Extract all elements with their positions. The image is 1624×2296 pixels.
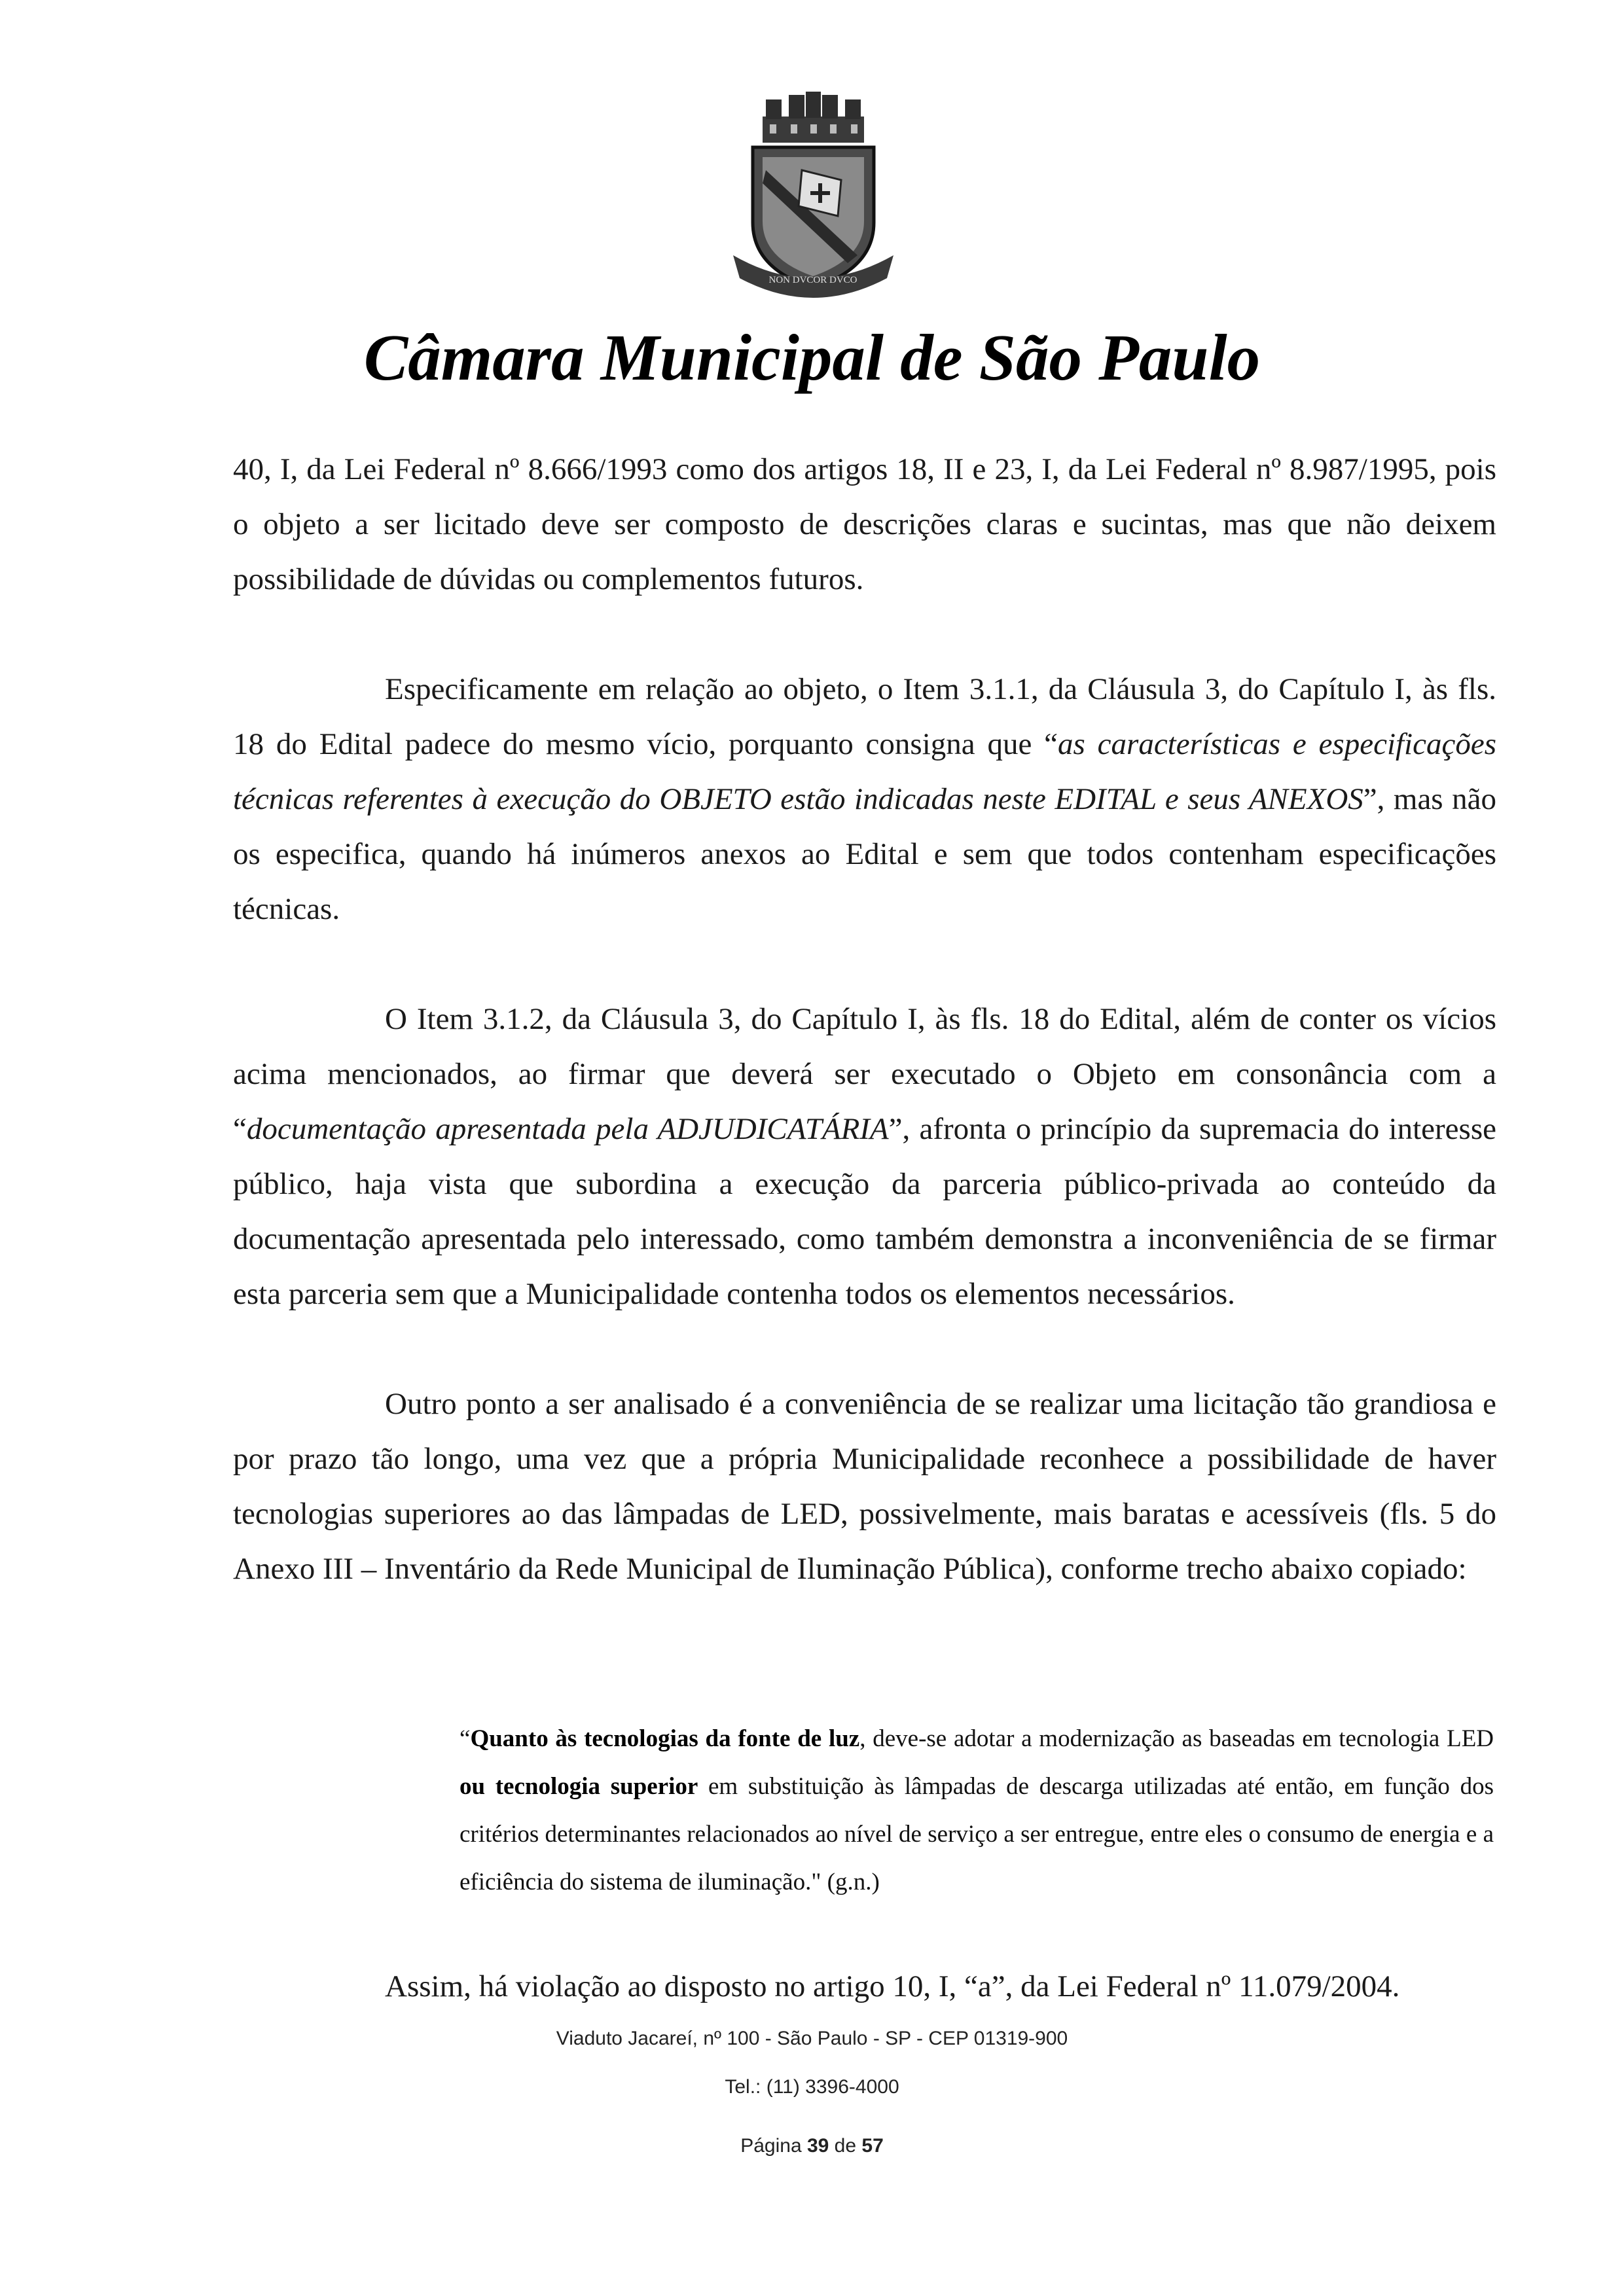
paragraph-1: 40, I, da Lei Federal nº 8.666/1993 como dos artigos 18, II e 23, I, da Lei Federal nº 8.987/1995, pois o objeto a ser licitado deve ser composto de descrições claras e sucintas, mas que não deixem possibilidade de dúvidas ou complementos futuros. (233, 452, 1496, 596)
paragraph-2-text-b: ”, mas não os especifica, quando há inúmeros anexos ao Edital e sem que todos contenham especificações técnicas. (233, 782, 1496, 926)
document-body (233, 442, 1496, 1596)
quote-open-mark: “ (460, 1725, 471, 1752)
block-quote (460, 1715, 1494, 1906)
quote-bold-2: ou tecnologia superior (460, 1773, 698, 1800)
paragraph-4: Outro ponto a ser analisado é a conveniência de se realizar uma licitação tão grandiosa e por prazo tão longo, uma vez que a própria Municipalidade reconhece a possibilidade de haver tecnologias superiores ao das lâmpadas de LED, possivelmente, mais baratas e acessíveis (fls. 5 do Anexo III – Inventário da Rede Municipal de Iluminação Pública), conforme trecho abaixo copiado: (233, 1387, 1496, 1586)
paragraph-3 (233, 992, 1496, 1321)
page-current: 39 (806, 2135, 829, 2157)
paragraph-3-text-a: O Item 3.1.2, da Cláusula 3, do Capítulo I, às fls. 18 do Edital, além de conter os vícios acima mencionados, ao firmar que deverá ser executado o Objeto em consonância com a “ (233, 1002, 1496, 1146)
page-total: 57 (861, 2135, 884, 2157)
page-number-prefix: Página (740, 2135, 807, 2157)
quote-text-1: , deve-se adotar a modernização as baseadas em tecnologia LED (859, 1725, 1494, 1752)
paragraph-2 (233, 662, 1496, 937)
quote-bold-1: Quanto às tecnologias da fonte de luz (470, 1725, 860, 1752)
crest-motto: NON DVCOR DVCO (768, 275, 857, 285)
closing-statement: Assim, há violação ao disposto no artigo 10, I, “a”, da Lei Federal nº 11.079/2004. (385, 1969, 1400, 2003)
page-header-title: Câmara Municipal de São Paulo (363, 321, 1261, 394)
page-number-separator: de (829, 2135, 862, 2157)
footer-phone: Tel.: (11) 3396-4000 (725, 2076, 899, 2098)
quote-text-2: em substituição às lâmpadas de descarga utilizadas até então, em função dos critérios determinantes relacionados ao nível de serviço a ser entregue, entre eles o consumo de energia e a eficiência do sistema de iluminação." (g.n.) (460, 1773, 1494, 1895)
city-crest-logo (727, 92, 900, 308)
page-number (0, 2135, 1624, 2157)
paragraph-3-quote: documentação apresentada pela ADJUDICATÁRIA (246, 1112, 889, 1146)
paragraph-2-text-a: Especificamente em relação ao objeto, o Item 3.1.1, da Cláusula 3, do Capítulo I, às fls. 18 do Edital padece do mesmo vício, porquanto consigna que “ (233, 672, 1496, 761)
footer-address: Viaduto Jacareí, nº 100 - São Paulo - SP - CEP 01319-900 (556, 2028, 1068, 2049)
paragraph-3-text-b: ”, afronta o princípio da supremacia do interesse público, haja vista que subordina a execução da parceria público-privada ao conteúdo da documentação apresentada pelo interessado, como também demonstra a inconveniência de se firmar esta parceria sem que a Municipalidade contenha todos os elementos necessários. (233, 1112, 1496, 1311)
paragraph-2-quote: as características e especificações técnicas referentes à execução do OBJETO estão indicadas neste EDITAL e seus ANEXOS (233, 727, 1496, 816)
